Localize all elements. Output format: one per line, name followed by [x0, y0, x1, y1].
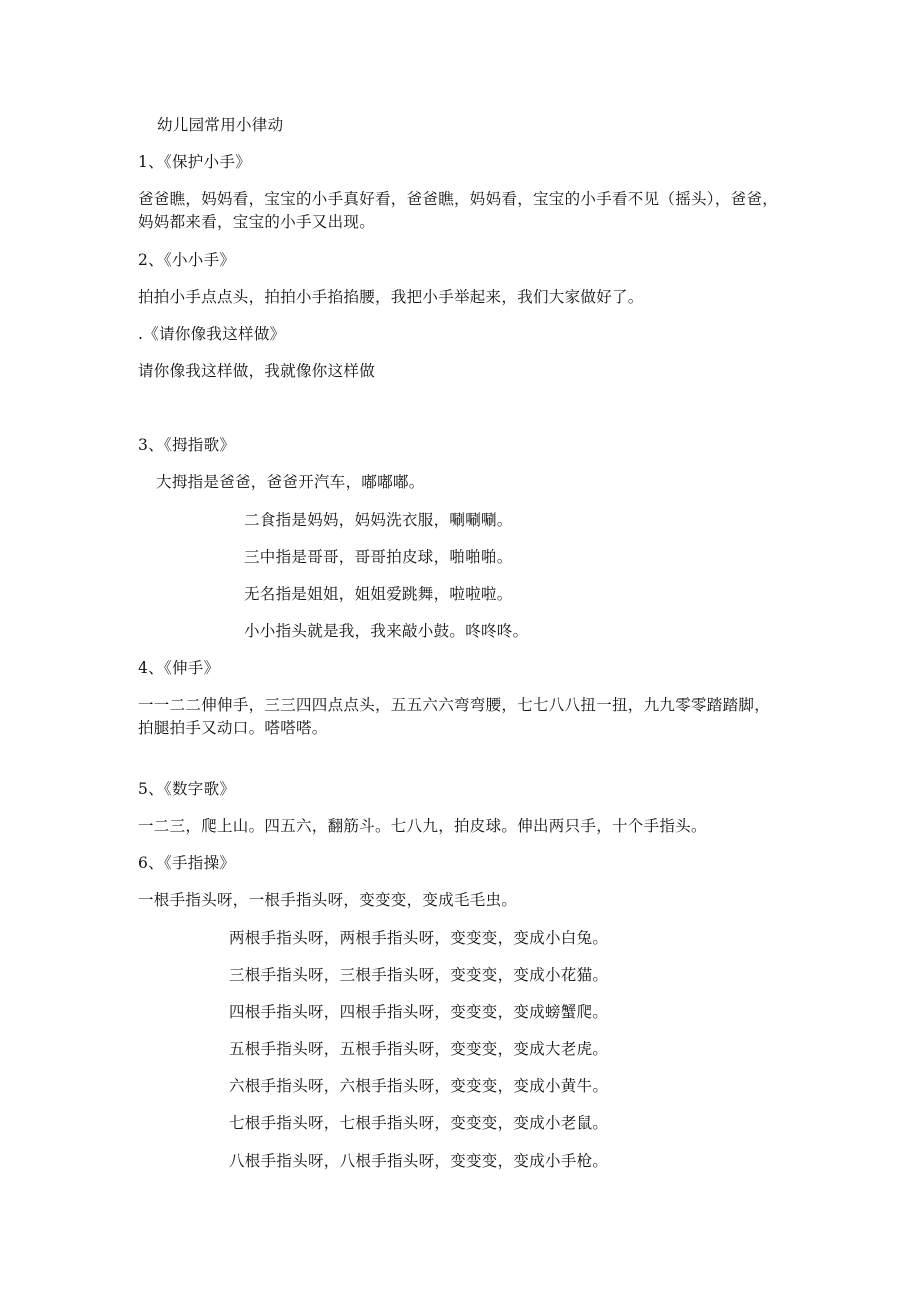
section-text-line: 二食指是妈妈，妈妈洗衣服，唰唰唰。 — [244, 511, 513, 529]
section-heading-stretch-hands: 4、《伸手》 — [138, 659, 220, 677]
section-text-line: 八根手指头呀，八根手指头呀，变变变，变成小手枪。 — [229, 1152, 609, 1170]
section-text-line: 爸爸瞧，妈妈看，宝宝的小手真好看，爸爸瞧，妈妈看，宝宝的小手看不见（摇头），爸爸， — [138, 190, 779, 208]
section-text-line: 四根手指头呀，四根手指头呀，变变变，变成螃蟹爬。 — [229, 1003, 609, 1021]
section-text-line: 六根手指头呀，六根手指头呀，变变变，变成小黄牛。 — [229, 1077, 609, 1095]
section-heading-protect-hands: 1、《保护小手》 — [138, 153, 252, 171]
section-text-line: 拍腿拍手又动口。嗒嗒嗒。 — [138, 719, 328, 737]
section-text-line: 无名指是姐姐，姐姐爱跳舞，啦啦啦。 — [244, 585, 513, 603]
section-heading-thumb-song: 3、《拇指歌》 — [138, 436, 236, 454]
section-text-line: 拍拍小手点点头，拍拍小手掐掐腰，我把小手举起来，我们大家做好了。 — [138, 288, 644, 306]
section-text-line: 三根手指头呀，三根手指头呀，变变变，变成小花猫。 — [229, 966, 609, 984]
section-text-line: 一根手指头呀，一根手指头呀，变变变，变成毛毛虫。 — [138, 891, 518, 909]
section-text-line: 大拇指是爸爸，爸爸开汽车，嘟嘟嘟。 — [156, 473, 425, 491]
section-heading-finger-exercise: 6、《手指操》 — [138, 854, 236, 872]
section-text-line: 五根手指头呀，五根手指头呀，变变变，变成大老虎。 — [229, 1040, 609, 1058]
section-text-line: 妈妈都来看，宝宝的小手又出现。 — [138, 213, 376, 231]
section-heading-little-hands: 2、《小小手》 — [138, 251, 236, 269]
section-text-line: 三中指是哥哥，哥哥拍皮球，啪啪啪。 — [244, 548, 513, 566]
section-text-line: 七根手指头呀，七根手指头呀，变变变，变成小老鼠。 — [229, 1114, 609, 1132]
section-text-line: 请你像我这样做，我就像你这样做 — [138, 362, 376, 380]
section-text-line: 小小指头就是我，我来敲小鼓。咚咚咚。 — [244, 622, 529, 640]
section-text-line: 两根手指头呀，两根手指头呀，变变变，变成小白兔。 — [229, 929, 609, 947]
section-heading-number-song: 5、《数字歌》 — [138, 780, 236, 798]
document-title: 幼儿园常用小律动 — [157, 116, 284, 134]
section-text-line: 一一二二伸伸手，三三四四点点头，五五六六弯弯腰，七七八八扭一扭，九九零零踏踏脚， — [138, 696, 771, 714]
section-text-line: 一二三，爬上山。四五六，翻筋斗。七八九，拍皮球。伸出两只手，十个手指头。 — [138, 817, 707, 835]
section-heading-do-as-i-do: .《请你像我这样做》 — [138, 325, 286, 343]
